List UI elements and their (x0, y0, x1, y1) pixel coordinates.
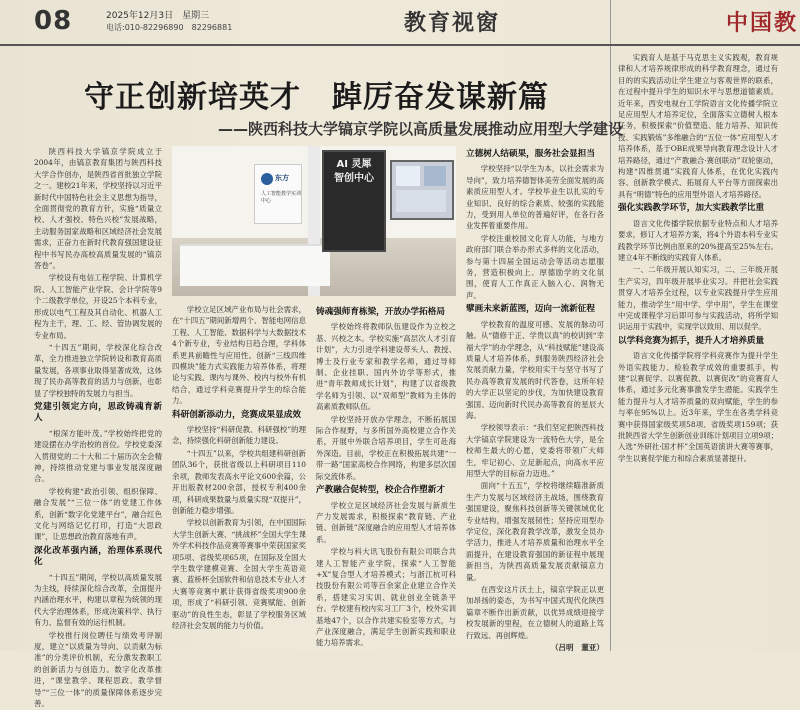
paragraph: 学校坚持开放办学理念，不断拓展国际合作视野，与多所国外高校建立合作关系，开展中外联合培养项目，学生可赴海外深造。目前，学校正在积极拓展共建“一带一路”国家高校合作网络，构建多层次国际交流体系。 (316, 414, 456, 481)
ai-center-text: AI 灵犀智创中心 (334, 159, 374, 184)
paragraph: 学校与科大讯飞股份有限公司联合共建人工智能产业学院，探索“人工智能+X”复合型人才培养模式；与浙江杭可科技股份有限公司等百余家企业建立合作关系，搭建实习实训、就业创业全链条平台。学校建有校内实习工厂3个，校外实训基地47个，以合作共建实验室等方式，与产业深度融合，满足学生创新实践和职业能力培养需求。 (316, 547, 456, 648)
issue-number: 08 (34, 6, 73, 36)
section-title: 教育视窗 (404, 10, 501, 36)
paragraph: 面向“十五五”，学校将继续瞄准新质生产力发展与区域经济主战场，围绕教育强国建设，聚焦科技创新等关键领域优化专业结构，增强发展韧性；坚持应用型办学定位，深化教育教学改革，激发全员办学活力，推进人才培养质量和治理水平全面提升，在建设教育强国的新征程中展现新担当，为陕西高质量发展贡献镐京力量。 (466, 481, 604, 582)
author-signature: （吕明 董亚） (550, 643, 604, 653)
paragraph: 学校立足区域经济社会发展与新质生产力发展需求，积极探索“教育链、产业链、创新链”深度融合的应用型人才培养体系。 (316, 500, 456, 544)
article-column-2 (172, 304, 306, 646)
paragraph: 学校坚持“科研促教、科研强校”的理念，持续强化科研创新能力建设。 (172, 425, 306, 446)
article-subheadline: ——陕西科技大学镐京学院以高质量发展推动应用型大学建设 (218, 120, 624, 138)
paragraph: 陕西科技大学镐京学院成立于2004年，由镐京教育集团与陕西科技大学合作创办，是陕西省首批独立学院之一。建校21年来，学校坚持以习近平新时代中国特色社会主义思想为指导，全面贯彻党的教育方针，实施“质量立校、人才强校、特色兴校”发展战略，主动服务国家战略和区域经济社会发展需求，正奋力在新时代教育强国建设征程中书写民办高校高质量发展的“镐京答卷”。 (34, 147, 162, 271)
sign-brand: 东方 (275, 174, 289, 182)
paragraph: 语言文化传播学院依据专业特点和人才培养要求，修订人才培养方案，将4个外语本科专业实践教学环节比例由原来的20%提高至25%左右。建立4年不断线的实践育人体系。 (618, 218, 778, 262)
article-headline: 守正创新培英才 踔厉奋发谋新篇 (84, 80, 549, 115)
sign-text: 人工智能教学实训中心 (261, 191, 302, 204)
page-header (0, 0, 800, 46)
section-heading: 铸魂强师育栋梁，开放办学拓格局 (316, 307, 445, 317)
publish-date: 2025年12月3日 星期三 (106, 11, 210, 21)
paragraph: 语言文化传播学院将学科竞赛作为提升学生外语实践能力、检验教学成效的重要抓手，构建“以赛促学、以赛促教、以赛促改”的竞赛育人体系，通过多元化赛事激发学生潜能。实践学生能力提升与人才培养质量的双向赋能，学生的参与率在95%以上。近3年来，学生在各类学科竞赛中获得国家级奖项58项、省级奖项159项；获批陕西省大学生创新创业训练计划项目立项9项；入选“外研社·国才杯”全国英语演讲大赛等赛事，学生以赛促学能力和综合素质显著提升。 (618, 351, 778, 463)
paragraph: “十四五”期间，学校深化综合改革，全力推进独立学院转设和教育高质量发展，各项事业取得显著成效，这体现了民办高等教育的活力与创新，也彰显了学校独特的发展力与担当。 (34, 342, 162, 398)
section-heading: 以学科竞赛为抓手，提升人才培养质量 (618, 335, 765, 346)
paragraph: “十四五”期间，学校以高质量发展为主线，持续深化综合改革，全面提升内涵治理水平，构建以章程为统领的现代大学治理体系，形成决策科学、执行有力、监督有效的运行机制。 (34, 572, 162, 628)
paragraph: 在西安这片沃土上，镐京学院正以更加昂扬的姿态，为书写中国式现代化陕西篇章不断作出新贡献，以优异成绩迎接学校发展新的里程，在立德树人的道路上笃行致远、再创辉煌。 (466, 585, 604, 640)
paragraph: 学校构建“政治引领、组织保障、融合发展”“三位一体”的党建工作体系，创新“数字化党建平台”，融合红色文化与网络记忆打印，打造“大思政课”，让思想政治教育落地有声。 (34, 486, 162, 542)
display-screen (390, 160, 454, 220)
reception-counter (180, 244, 330, 286)
ai-center-board (322, 150, 386, 252)
column-divider (610, 0, 611, 651)
campus-photo (172, 146, 456, 296)
paragraph: 学校注重校园文化育人功能，与地方政府部门联合举办形式多样的文化活动，参与第十四届全国运动会等活动志愿服务，营造积极向上、厚德励学的文化氛围，使育人工作真正入脑入心、润物无声。 (466, 233, 604, 300)
paragraph: 学校始终将教师队伍建设作为立校之基、兴校之本。学校实施“高层次人才引育计划”，大力引进学科建设带头人、教授、博士及行业专家和教学名师，通过导师制、企业挂职、国内外访学等形式，推进“青年教师成长计划”，构建了以省级教学名师为引领、以“双师型”教师为主体的高素质教师队伍。 (316, 322, 456, 412)
section-heading: 产教融合促转型，校企合作塑新才 (316, 485, 445, 496)
section-heading: 擘画未来新蓝图，迈向一流新征程 (466, 304, 595, 315)
section-heading: 党建引领定方向，思政铸魂育新人 (34, 401, 162, 424)
article-column-1 (34, 146, 162, 709)
paragraph: 学校设有电信工程学院、计算机学院、人工智能产业学院、会计学院等9个二级教学单位，开设25个本科专业，形成以电气工程及其自动化、机器人工程为主干，理、工、经、管协调发展的专业布局。 (34, 273, 162, 340)
brand-logo-icon (261, 173, 273, 185)
article-column-3 (316, 304, 456, 646)
section-heading: 强化实践教学环节，加大实践教学比重 (618, 203, 765, 214)
adjacent-article-column (618, 52, 778, 646)
paragraph: 学校坚持“以学生为本，以社会需求为导向”，致力培养德智体美劳全面发展的高素质应用型人才。学校毕业生以扎实的专业知识、良好的综合素质、较强的实践能力，受到用人单位的普遍好评，在各行各业发挥着重要作用。 (466, 164, 604, 231)
paper-name: 中国教 (726, 10, 799, 36)
paragraph: 学校领导表示：“我们坚定把陕西科技大学镐京学院建设为一流特色大学，是全校师生最大的心愿，党委将带领广大师生，牢记初心、立足新起点，向高水平应用型大学的目标奋力迈进。” (466, 423, 604, 478)
paragraph: 一、二年级开展认知实习，二、三年级开展生产实习，四年级开展毕业实习。并把社会实践贯穿人才培养全过程，以专业实践提升学生应用能力，推动学生“用中学、学中用”，学生在课堂中完成课程学习后即可参与实践活动，将所学知识运用于实践中，实现学以致用、用以促学。 (618, 265, 778, 332)
section-heading: 深化改革强内涵，治理体系现代化 (34, 545, 162, 568)
paragraph: 学校教育的温度可感、发展的脉动可触。从“德修于正、学贵以真”的校训到“幸福大学”的办学理念，从“科技赋能”建设高质量人才培养体系，到服务陕西经济社会发展贡献力量，学校用实干与坚守书写了民办高等教育发展的时代答卷，这所年轻的大学正以坚定的步伐，为加快建设教育强国、迈向新时代民办高等教育的星辰大海。 (466, 319, 604, 420)
paragraph: “根深方能叶茂。”学校始终把党的建设摆在办学治校的首位。学校党委深入贯彻党的二十大和二十届历次全会精神，持续推动党建与事业发展深度融合。 (34, 428, 162, 484)
paragraph: “十四五”以来，学校共组建科研创新团队36个，获批省级以上科研项目110余项，教师发表高水平论文600余篇，公开出版教材200余部，授权专利400余项，科研成果数量与质量实现“双提升”，创新能力稳步增强。 (172, 448, 306, 515)
contact-phone: 电话:010-82296890 82296881 (106, 23, 233, 32)
section-heading: 立德树人结硕果，服务社会显担当 (466, 149, 595, 159)
section-heading: 科研创新添动力，竞赛成果显成效 (172, 409, 301, 420)
center-sign (254, 164, 302, 224)
paragraph: 实践育人是基于马克思主义实践观，教育规律和人才培养规律形成的科学教育理念，通过有目的的实践活动让学生建立与客观世界的联系，在过程中提升学生的知识水平与思想道德素质。近年来，西安电视台工学院语言文化传播学院立足应用型人才培养定位，全面落实立德树人根本任务，积极探索“价值塑造、能力培养、知识传授、实践锻炼”多维融合的“五位一体”应用型人才培养体系，基于OBE成果导向教育理念设计人才培养路径，通过“产教融合·赛创联动”双轮驱动，构建“四维贯通”实践育人体系，在优化实践内容、创新教学模式、拓展育人平台等方面探索出具有“明德”特色的应用型外语人才培养路径。 (618, 53, 778, 199)
paragraph: 学校推行岗位聘任与绩效考评制度，建立“以质量为导向、以贡献为标准”的分类评价机制，充分激发教职工的创新活力与创造力。数字化改革推进，“课堂教学、课程思政、教学督导”“三位一体”的质量保障体系逐步完善。 (34, 630, 162, 709)
paragraph: 学校以创新教育为引领，在中国国际大学生创新大赛、“挑战杯”全国大学生课外学术科技作品竞赛等赛事中荣获国家奖项5项、省级奖项65项，在国际及全国大学生数学建模竞赛、全国大学生英语竞赛、蓝桥杯全国软件和信息技术专业人才大赛等竞赛中累计获得省级奖项900余项，形成了“科研引领、竞赛赋能、创新驱动”的良性生态，彰显了学校服务区域经济社会发展的能力与价值。 (172, 518, 306, 630)
paragraph: 学校立足区域产业布局与社会需求，在“十四五”期间新增两个、智能电网信息工程、人工智能、数据科学与大数据技术4个新专业，专业结构日趋合理，学科体系更具前瞻性与应用性。创新“三线四维四模块”能力式实践能力培养体系，将理论与实践、课内与课外、校内与校外有机结合，通过学科竞赛提升学生的综合能力。 (172, 305, 306, 406)
article-column-4 (466, 146, 604, 653)
